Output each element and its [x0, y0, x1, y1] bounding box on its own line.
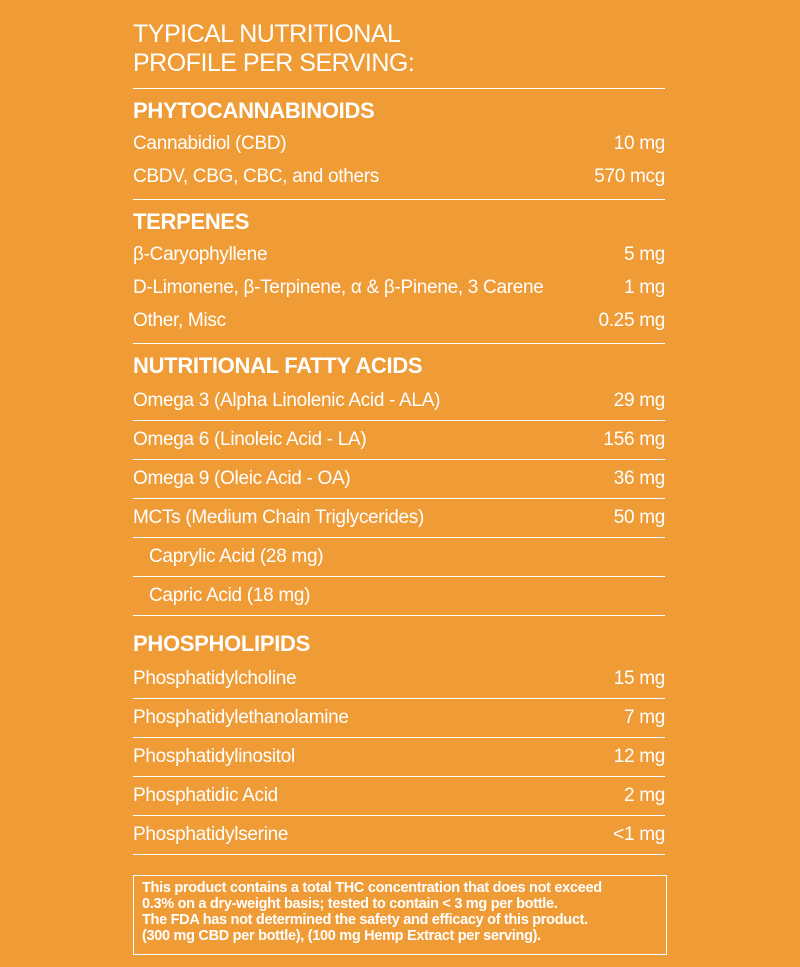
nutrient-value: 50 mg — [613, 507, 665, 528]
nutrient-value: 156 mg — [603, 429, 665, 450]
nutrient-value: 570 mcg — [594, 165, 665, 187]
nutrient-row — [133, 304, 665, 337]
nutrient-value: 1 mg — [623, 276, 665, 298]
section-heading: NUTRITIONAL FATTY ACIDS — [133, 353, 423, 378]
nutrient-value: 7 mg — [623, 707, 665, 728]
disclaimer-line-3: The FDA has not determined the safety and efficacy of this product. — [142, 912, 588, 928]
nutrient-label: Phosphatidylinositol — [133, 746, 295, 767]
nutrient-value: 29 mg — [613, 390, 665, 411]
nutrient-label: CBDV, CBG, CBC, and others — [133, 165, 379, 187]
nutrient-subrow — [133, 538, 665, 577]
title-line-1: TYPICAL NUTRITIONAL — [133, 20, 401, 48]
title-line-2: PROFILE PER SERVING: — [133, 49, 415, 77]
nutrient-label: Omega 9 (Oleic Acid - OA) — [133, 468, 351, 489]
nutrient-value: 5 mg — [623, 243, 665, 265]
disclaimer-box — [133, 875, 667, 955]
nutrient-label: D-Limonene, β-Terpinene, α & β-Pinene, 3 Carene — [133, 276, 544, 298]
disclaimer-line-1: This product contains a total THC concentration that does not exceed — [142, 880, 602, 896]
nutrient-row — [133, 460, 665, 499]
nutrient-label: Other, Misc — [133, 309, 226, 331]
nutrient-row — [133, 271, 665, 304]
section-heading: PHOSPHOLIPIDS — [133, 631, 311, 656]
nutrient-row — [133, 738, 665, 777]
nutrient-row — [133, 499, 665, 538]
nutrition-panel — [133, 20, 665, 855]
nutrient-label: MCTs (Medium Chain Triglycerides) — [133, 507, 425, 528]
section-heading: TERPENES — [133, 209, 250, 234]
nutrient-row — [133, 777, 665, 816]
panel-title — [133, 20, 665, 89]
nutrient-value: 12 mg — [613, 746, 665, 767]
nutrient-row — [133, 127, 665, 160]
nutrient-row — [133, 421, 665, 460]
nutrient-label: Caprylic Acid (28 mg) — [149, 546, 324, 567]
nutrient-row — [133, 699, 665, 738]
disclaimer-line-2: 0.3% on a dry-weight basis; tested to contain < 3 mg per bottle. — [142, 896, 558, 912]
nutrient-label: Capric Acid (18 mg) — [149, 585, 311, 606]
nutrient-subrow — [133, 577, 665, 616]
nutrient-row — [133, 238, 665, 271]
nutrient-label: Phosphatidylethanolamine — [133, 707, 349, 728]
nutrient-row — [133, 160, 665, 193]
nutrient-label: Omega 6 (Linoleic Acid - LA) — [133, 429, 367, 450]
disclaimer-line-4: (300 mg CBD per bottle), (100 mg Hemp Extract per serving). — [142, 928, 541, 944]
nutrient-label: β-Caryophyllene — [133, 243, 268, 265]
section-fatty-acids — [133, 352, 665, 616]
section-phytocannabinoids — [133, 97, 665, 200]
nutrient-label: Omega 3 (Alpha Linolenic Acid - ALA) — [133, 390, 441, 411]
nutrient-value: <1 mg — [613, 824, 665, 845]
nutrient-row — [133, 382, 665, 421]
nutrient-label: Cannabidiol (CBD) — [133, 132, 287, 154]
nutrient-value: 15 mg — [613, 668, 665, 689]
nutrient-row — [133, 816, 665, 855]
nutrient-value: 36 mg — [613, 468, 665, 489]
section-terpenes — [133, 208, 665, 344]
nutrient-value: 10 mg — [613, 132, 665, 154]
nutrient-label: Phosphatidylcholine — [133, 668, 297, 689]
nutrient-label: Phosphatidic Acid — [133, 785, 278, 806]
nutrient-label: Phosphatidylserine — [133, 824, 289, 845]
nutrient-value: 0.25 mg — [598, 309, 665, 331]
section-heading: PHYTOCANNABINOIDS — [133, 98, 375, 123]
section-phospholipids — [133, 630, 665, 855]
nutrient-value: 2 mg — [623, 785, 665, 806]
nutrient-row — [133, 660, 665, 699]
